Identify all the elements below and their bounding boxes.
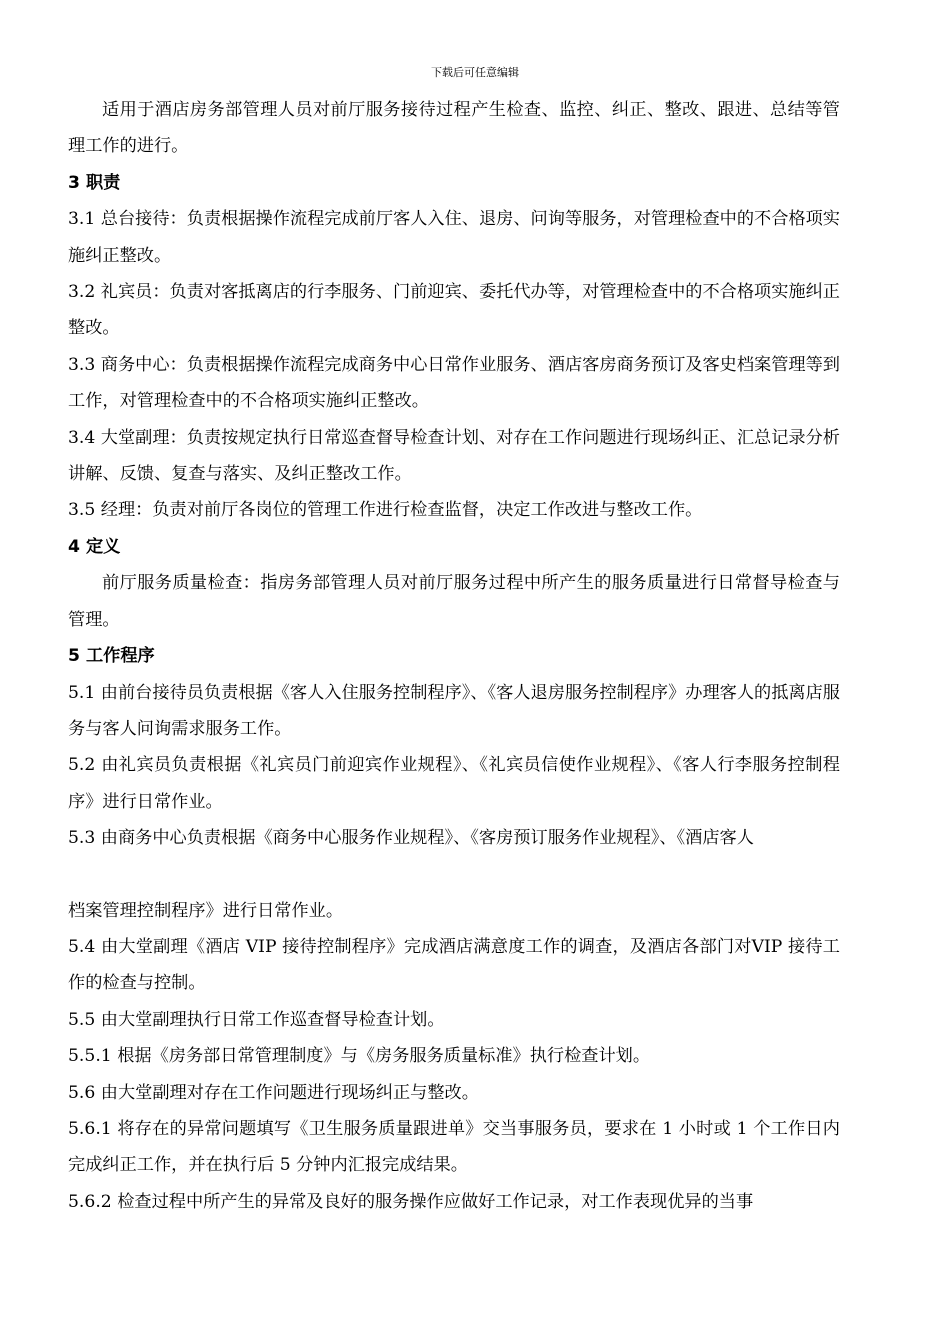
section-heading: 5 工作程序: [68, 646, 155, 667]
body-paragraph: 5.4 由大堂副理《酒店 VIP 接待控制程序》完成酒店满意度工作的调查，及酒店各部门对VIP 接待工作的检查与控制。: [68, 936, 840, 994]
section-heading: 3 职责: [68, 172, 121, 193]
page-header: 下载后可任意编辑: [431, 66, 519, 79]
body-paragraph: 档案管理控制程序》进行日常作业。: [68, 900, 344, 921]
body-paragraph: 5.6.1 将存在的异常问题填写《卫生服务质量跟进单》交当事服务员，要求在 1 小时或 1 个工作日内完成纠正工作，并在执行后 5 分钟内汇报完成结果。: [68, 1118, 840, 1176]
section-heading: 4 定义: [68, 536, 121, 557]
body-paragraph: 前厅服务质量检查：指房务部管理人员对前厅服务过程中所产生的服务质量进行日常督导检查与管理。: [68, 573, 840, 630]
body-paragraph: 3.2 礼宾员：负责对客抵离店的行李服务、门前迎宾、委托代办等，对管理检查中的不合格项实施纠正整改。: [68, 282, 840, 339]
body-paragraph: 5.6 由大堂副理对存在工作问题进行现场纠正与整改。: [68, 1082, 479, 1103]
body-paragraph: 5.2 由礼宾员负责根据《礼宾员门前迎宾作业规程》、《礼宾员信使作业规程》、《客人行李服务控制程序》进行日常作业。: [68, 755, 840, 812]
body-paragraph: 3.5 经理：负责对前厅各岗位的管理工作进行检查监督，决定工作改进与整改工作。: [68, 500, 703, 521]
body-paragraph: 适用于酒店房务部管理人员对前厅服务接待过程产生检查、监控、纠正、整改、跟进、总结等管理工作的进行。: [68, 100, 840, 157]
body-paragraph: 5.6.2 检查过程中所产生的异常及良好的服务操作应做好工作记录，对工作表现优异的当事: [68, 1191, 754, 1212]
document-body: [68, 92, 840, 1220]
body-paragraph: 3.3 商务中心：负责根据操作流程完成商务中心日常作业服务、酒店客房商务预订及客史档案管理等到工作，对管理检查中的不合格项实施纠正整改。: [68, 354, 840, 412]
body-paragraph: 3.4 大堂副理：负责按规定执行日常巡查督导检查计划、对存在工作问题进行现场纠正、汇总记录分析讲解、反馈、复查与落实、及纠正整改工作。: [68, 427, 840, 485]
body-paragraph: 5.5.1 根据《房务部日常管理制度》与《房务服务质量标准》执行检查计划。: [68, 1046, 651, 1067]
body-paragraph: 5.5 由大堂副理执行日常工作巡查督导检查计划。: [68, 1009, 445, 1030]
body-paragraph: 3.1 总台接待：负责根据操作流程完成前厅客人入住、退房、问询等服务，对管理检查中的不合格项实施纠正整改。: [68, 209, 840, 266]
page-break-gap: [68, 857, 840, 893]
body-paragraph: 5.1 由前台接待员负责根据《客人入住服务控制程序》、《客人退房服务控制程序》办理客人的抵离店服务与客人问询需求服务工作。: [68, 682, 840, 739]
body-paragraph: 5.3 由商务中心负责根据《商务中心服务作业规程》、《客房预订服务作业规程》、《酒店客人: [68, 828, 754, 849]
